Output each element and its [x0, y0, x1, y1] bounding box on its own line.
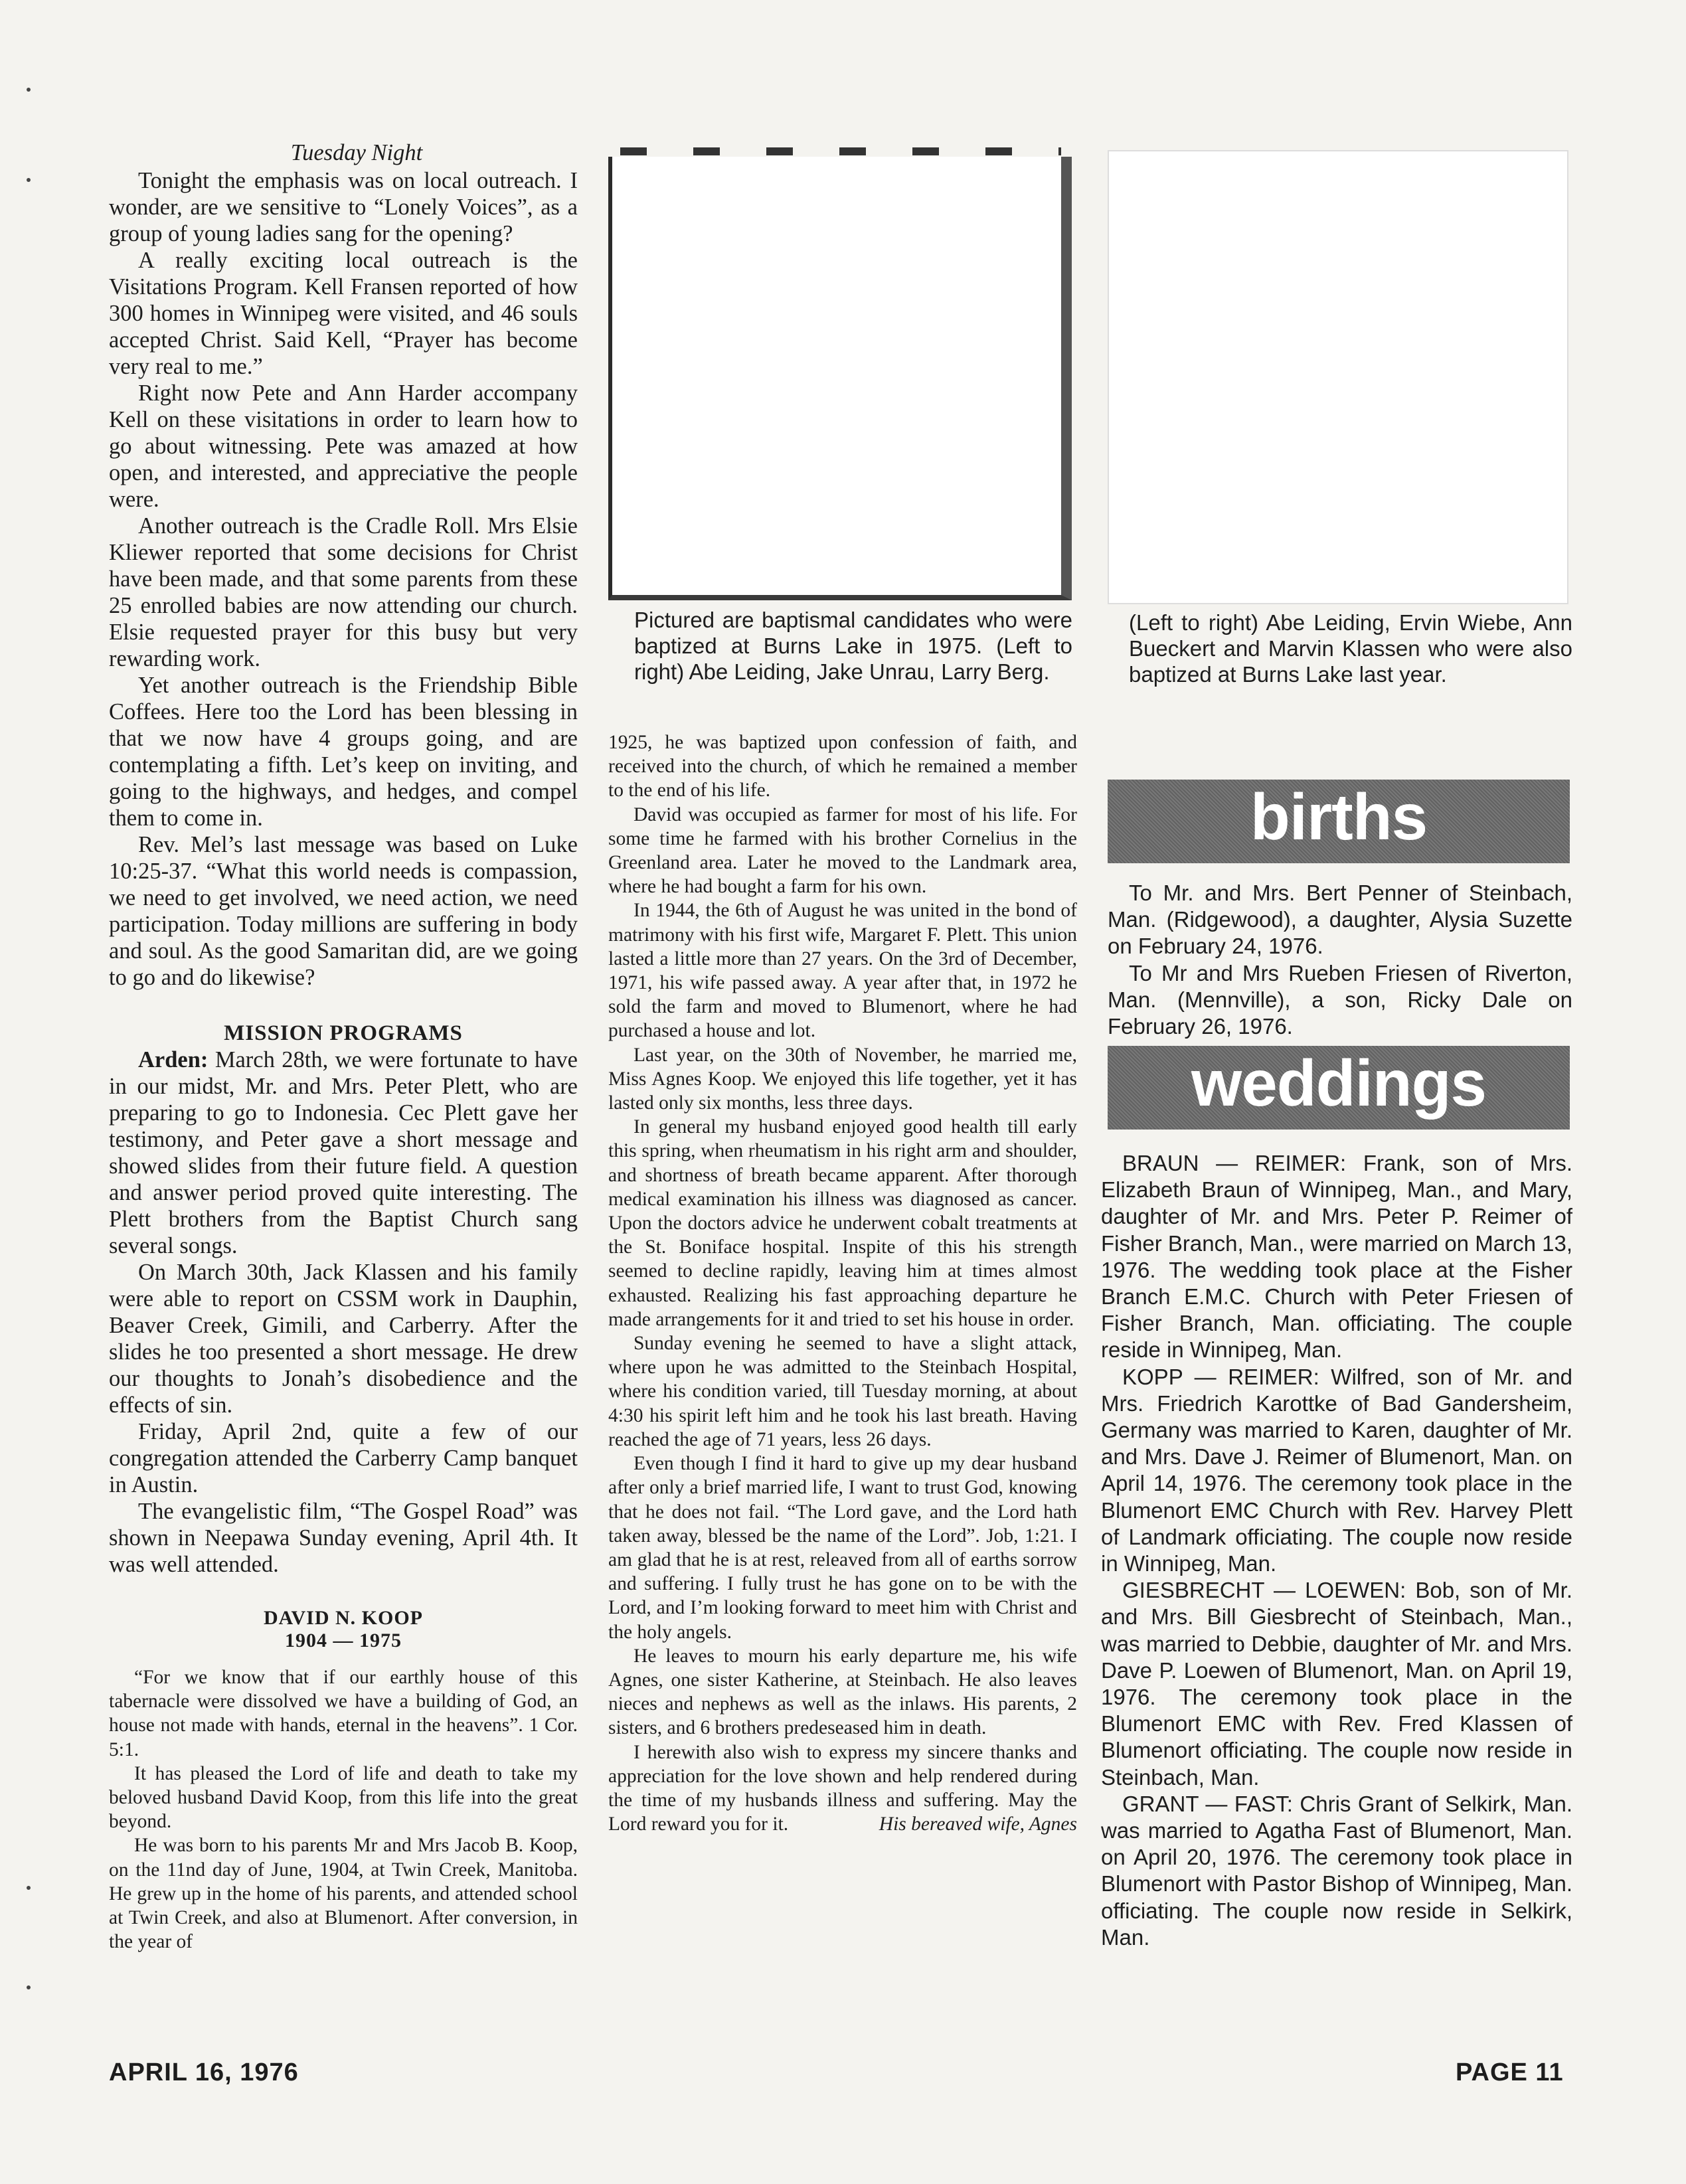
paragraph-text: March 28th, we were fortunate to have in our midst, Mr. and Mrs. Peter Plett, who are preparing to go to Indonesia. Cec Plett gave her testimony, and Peter gave a short message and showed slides from their future field. A question and answer period proved quite interesting. The Plett brothers from the Baptist Church sang several songs.: [109, 1047, 578, 1258]
paragraph: Yet another outreach is the Friendship Bible Coffees. Here too the Lord has been blessing in that we now have 4 groups going, and are contemplating a fifth. Let’s keep on inviting, and going to the highways, and hedges, and compel them to come in.: [109, 673, 578, 831]
column-middle: [608, 730, 1077, 1837]
margin-speck: [27, 1886, 31, 1890]
obituary-text: [109, 1665, 578, 1954]
paragraph: It has pleased the Lord of life and death to take my beloved husband David Koop, from this life into the great beyond.: [109, 1762, 578, 1833]
paragraph: In 1944, the 6th of August he was united in the bond of matrimony with his first wife, Margaret F. Plett. This union lasted a little more than 27 years. On the 3rd of December, 1971, his wife passed away. A year after that, in 1972 he sold the farm and moved to Blumenort, where he had purchased a house and lot.: [608, 900, 1077, 1042]
births-section: [1108, 880, 1572, 1040]
paragraph: Even though I find it hard to give up my dear husband after only a brief married life, I want to trust God, knowing that he does not fail. “The Lord gave, and the Lord hath taken away, blessed be the name of the Lord”. Job, 1:21. I am glad that he is at rest, releaved from all of earths sorrow and suffering. I fully trust he has gone on to be with the Lord, and I’m looking forward to meet him with Christ and the holy angels.: [608, 1453, 1077, 1643]
paragraph: Friday, April 2nd, quite a few of our congregation attended the Carberry Camp banquet in Austin.: [109, 1419, 578, 1497]
margin-speck: [27, 1985, 31, 1989]
photo-caption-right: (Left to right) Abe Leiding, Ervin Wiebe, Ann Bueckert and Marvin Klassen who were also baptized at Burns Lake last year.: [1129, 610, 1572, 687]
margin-speck: [27, 88, 31, 92]
wedding-announcement: GRANT — FAST: Chris Grant of Selkirk, Man. was married to Agatha Fast of Blumenort, Man. on April 20, 1976. The ceremony took place in Blumenort with Pastor Bishop of Winnipeg, Man. officiating. The couple now reside in Selkirk, Man.: [1101, 1791, 1572, 1950]
column-left: [109, 139, 578, 1954]
baptism-photo-left: [608, 157, 1072, 600]
obituary-name: DAVID N. KOOP: [264, 1607, 423, 1629]
paragraph: I herewith also wish to express my sincere thanks and appreciation for the love shown and help rendered during the time of my husbands illness and suffering. May the Lord reward you for it.: [608, 1741, 1077, 1835]
birth-announcement: To Mr. and Mrs. Bert Penner of Steinbach, Man. (Ridgewood), a daughter, Alysia Suzette on February 24, 1976.: [1108, 881, 1572, 959]
paragraph: Right now Pete and Ann Harder accompany Kell on these visitations in order to learn how to go about witnessing. Pete was amazed at how open, and interested, and appreciative the people were.: [109, 380, 578, 512]
paragraph: The evangelistic film, “The Gospel Road” was shown in Neepawa Sunday evening, April 4th. It was well attended.: [109, 1499, 578, 1577]
wedding-announcement: GIESBRECHT — LOEWEN: Bob, son of Mr. and Mrs. Bill Giesbrecht of Steinbach, Man., was married to Debbie, daughter of Mr. and Mrs. Dave P. Loewen of Blumenort, Man. on April 19, 1976. The ceremony took place in the Blumenort EMC with Rev. Fred Klassen of Blumenort officiating. The couple now reside in Steinbach, Man.: [1101, 1578, 1572, 1790]
lead-in: Arden:: [138, 1047, 209, 1072]
footer-date: APRIL 16, 1976: [109, 2058, 299, 2086]
paragraph: 1925, he was baptized upon confession of faith, and received into the church, of which he remained a member to the end of his life.: [608, 732, 1077, 801]
paragraph: David was occupied as farmer for most of his life. For some time he farmed with his brother Cornelius in the Greenland area. Later he moved to the Landmark area, where he had bought a farm for his own.: [608, 803, 1077, 898]
page-number: PAGE 11: [1456, 2058, 1564, 2086]
paragraph: “For we know that if our earthly house of this tabernacle were dissolved we have a building of God, an house not made with hands, eternal in the heavens”. 1 Cor. 5:1.: [109, 1667, 578, 1760]
section-subhead: Tuesday Night: [290, 140, 423, 165]
paragraph: [109, 1047, 578, 1259]
birth-announcement: To Mr and Mrs Rueben Friesen of Riverton, Man. (Mennville), a son, Ricky Dale on February 26, 1976.: [1108, 960, 1572, 1039]
paragraph: Rev. Mel’s last message was based on Luke 10:25-37. “What this world needs is compassion, we need to get involved, we need action, we need participation. Today millions are suffering in body and soul. As the good Samaritan did, are we going to go and do likewise?: [109, 832, 578, 990]
paragraph: In general my husband enjoyed good health till early this spring, when rheumatism in his right arm and shoulder, and shortness of breath became apparent. After thorough medical examination his illness was diagnosed as cancer. Upon the doctors advice he underwent cobalt treatments at the St. Boniface hospital. Inspite of this his strength seemed to decline rapidly, leaving him at times almost exhausted. Realizing his fast approaching departure he made arrangements for it and tried to set his house in order.: [608, 1116, 1077, 1330]
mission-programs-heading: MISSION PROGRAMS: [224, 1021, 463, 1045]
paragraph: Last year, on the 30th of November, he married me, Miss Agnes Koop. We enjoyed this life together, yet it has lasted only six months, less three days.: [608, 1044, 1077, 1114]
paragraph: He leaves to mourn his early departure me, his wife Agnes, one sister Katherine, at Steinbach. He also leaves nieces and nephews as well as the inlaws. His parents, 2 sisters, and 6 brothers predeseased him in death.: [608, 1645, 1077, 1739]
paragraph: Tonight the emphasis was on local outreach. I wonder, are we sensitive to “Lonely Voices”, as a group of young ladies sang for the opening?: [109, 168, 578, 246]
paragraph: A really exciting local outreach is the Visitations Program. Kell Fransen reported of how 300 homes in Winnipeg were visited, and 46 souls accepted Christ. Said Kell, “Prayer has become very real to me.”: [109, 248, 578, 379]
baptism-photo-right: [1108, 150, 1568, 604]
obituary-dates: 1904 — 1975: [285, 1630, 402, 1651]
paragraph: Another outreach is the Cradle Roll. Mrs Elsie Kliewer reported that some decisions for Christ have been made, and that some parents from these 25 enrolled babies are now attending our church. Elsie requested prayer for this busy but very rewarding work.: [109, 513, 578, 671]
obituary-signature: His bereaved wife, Agnes: [879, 1813, 1077, 1835]
paragraph: Sunday evening he seemed to have a slight attack, where upon he was admitted to the Steinbach Hospital, where his condition varied, till Tuesday morning, at about 4:30 his spirit left him and he took his last breath. Having reached the age of 71 years, less 26 days.: [608, 1333, 1077, 1450]
margin-speck: [27, 178, 31, 182]
photo-caption-left: Pictured are baptismal candidates who were baptized at Burns Lake in 1975. (Left to right) Abe Leiding, Jake Unrau, Larry Berg.: [634, 608, 1072, 684]
photo-edge: [620, 147, 1061, 155]
wedding-announcement: BRAUN — REIMER: Frank, son of Mrs. Elizabeth Braun of Winnipeg, Man., and Mary, daughter of Mr. and Mrs. Peter P. Reimer of Fisher Branch, Man., were married on March 13, 1976. The wedding took place at the Fisher Branch E.M.C. Church with Peter Friesen of Fisher Branch, Man. officiating. The couple reside in Winnipeg, Man.: [1101, 1151, 1572, 1363]
paragraph: He was born to his parents Mr and Mrs Jacob B. Koop, on the 11nd day of June, 1904, at Twin Creek, Manitoba. He grew up in the home of his parents, and attended school at Twin Creek, and also at Blumenort. After conversion, in the year of: [109, 1835, 578, 1953]
weddings-banner: weddings: [1108, 1046, 1570, 1130]
wedding-announcement: KOPP — REIMER: Wilfred, son of Mr. and Mrs. Friedrich Karottke of Bad Gandersheim, Germany was married to Karen, daughter of Mr. and Mrs. Dave J. Reimer of Blumenort, Man. on April 14, 1976. The ceremony took place in the Blumenort EMC Church with Rev. Harvey Plett of Landmark officiating. The couple now reside in Winnipeg, Man.: [1101, 1364, 1572, 1576]
weddings-section: [1101, 1150, 1572, 1951]
births-banner: births: [1108, 780, 1570, 863]
paragraph: On March 30th, Jack Klassen and his family were able to report on CSSM work in Dauphin, Beaver Creek, Gimili, and Carberry. After the slides he too presented a short message. He drew our thoughts to Jonah’s disobedience and the effects of sin.: [109, 1260, 578, 1418]
